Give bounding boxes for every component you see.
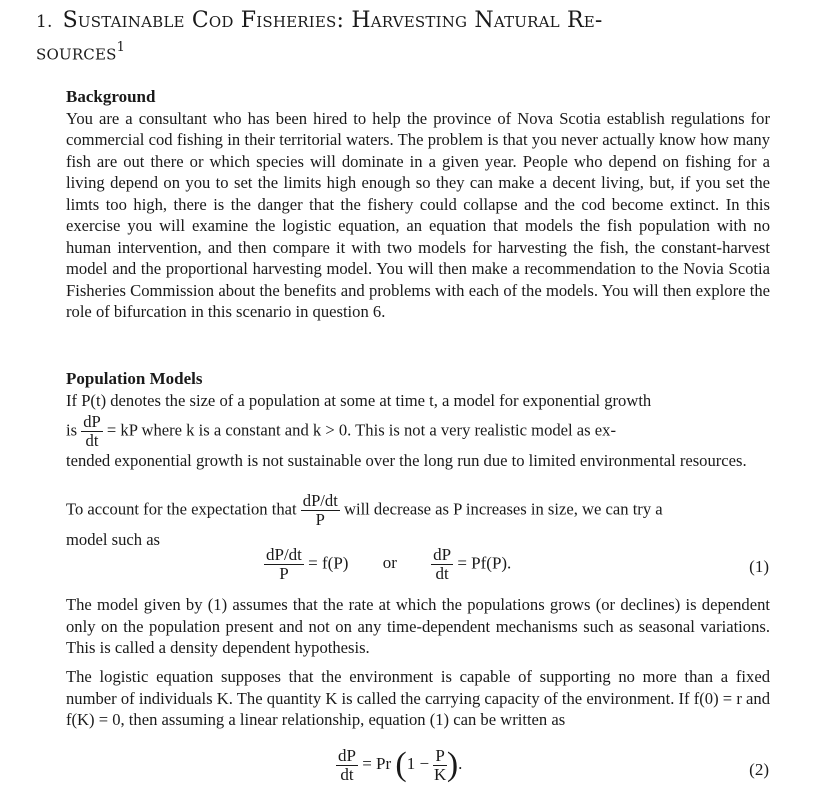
eq2-one-minus: 1 −	[406, 753, 430, 773]
p2-post: will decrease as P increases in size, we can try a	[343, 499, 663, 519]
section-title	[36, 8, 796, 66]
eq2-frac-P-K	[433, 747, 446, 784]
eq1-mid: = f(P)	[308, 553, 349, 573]
frac-num: dP/dt	[266, 545, 302, 564]
background-section	[66, 86, 770, 323]
eq1-frac-right	[431, 546, 453, 583]
frac-den: dt	[340, 764, 354, 784]
frac-den: dt	[85, 431, 99, 450]
frac-den: K	[433, 764, 447, 784]
title-line-1: Sustainable Cod Fisheries: Harvesting Natural Re-	[62, 8, 603, 33]
background-paragraph: You are a consultant who has been hired to help the province of Nova Scotia establish regulations for commercial cod fishing in their territorial waters. The problem is that you never actually know how many fish are out there or which species will dominate in a given year. People who depend on fishing for a living depend on you to set the limits high enough so they can make a decent living, but, if you set the limts too high, there is the danger that the fishery could collapse and the cod become extinct. In this exercise you will examine the logistic equation, an equation that models the fish population with no human intervention, and then compare it with two models for harvesting the fish, the constant-harvest model and the proportional harvesting model. You will then make a recommendation to the Novia Scotia Fisheries Commission about the benefits and problems with each of the models. You will then explore the role of bifurcation in this scenario in question 6.	[66, 108, 770, 321]
population-heading: Population Models	[66, 369, 203, 388]
frac-den: dt	[435, 564, 449, 583]
p1-is: is	[66, 420, 78, 440]
footnote-marker: 1	[116, 40, 126, 55]
population-p3: The model given by (1) assumes that the rate at which the populations grows (or declines) is dependent only on the population present and not on any time-dependent mechanisms such as seasonal variations. This is called a density dependent hypothesis.	[66, 595, 770, 657]
population-p2	[66, 492, 770, 551]
eq1-frac-left	[264, 546, 304, 583]
equation-2: $\frac{dP}{dt}$ = Pr (1 − $\frac{P}{K}$ ).	[338, 745, 463, 784]
frac-num: dP	[338, 745, 356, 765]
population-p1-line3: tended exponential growth is not sustainable over the long run due to limited environmental resources.	[66, 451, 747, 470]
frac-num: dP	[433, 545, 452, 564]
frac-den: P	[315, 510, 325, 529]
frac-dPdt-over-P	[301, 492, 340, 529]
eq2-close-paren: )	[446, 746, 459, 783]
p2-line2: model such as	[66, 530, 161, 549]
p1-eq-text: = kP where k is a constant and k > 0. This is not a very realistic model as ex-	[106, 420, 616, 440]
p2-pre: To account for the expectation that	[66, 499, 297, 519]
title-line-2: sources	[36, 40, 117, 66]
eq1-or: or	[382, 553, 397, 573]
frac-den: P	[279, 564, 289, 583]
section-number: 1.	[36, 12, 53, 32]
frac-num: dP	[83, 412, 101, 431]
equation-1	[264, 546, 511, 583]
population-p1-line1: If P(t) denotes the size of a population at some at time t, a model for exponential growth	[66, 390, 652, 410]
population-p4: The logistic equation supposes that the environment is capable of supporting no more than a fixed number of individuals K. The quantity K is called the carrying capacity of the environment. If f(0) = r and f(K) = 0, then assuming a linear relationship, equation (1) can be written as	[66, 667, 770, 729]
eq2-frac-left	[336, 747, 358, 784]
frac-num: dP/dt	[302, 491, 338, 510]
population-section	[66, 368, 770, 472]
eq1-right: = Pf(P).	[457, 553, 512, 573]
frac-num: P	[435, 745, 445, 765]
frac-dP-dt	[81, 413, 103, 450]
equation-2-number: (2)	[749, 760, 769, 779]
equation-1-number: (1)	[749, 557, 769, 576]
background-heading: Background	[66, 87, 156, 106]
eq2-mid: = Pr	[362, 753, 392, 773]
eq2-open-paren: (	[395, 746, 407, 783]
population-p1-line2	[66, 413, 770, 450]
